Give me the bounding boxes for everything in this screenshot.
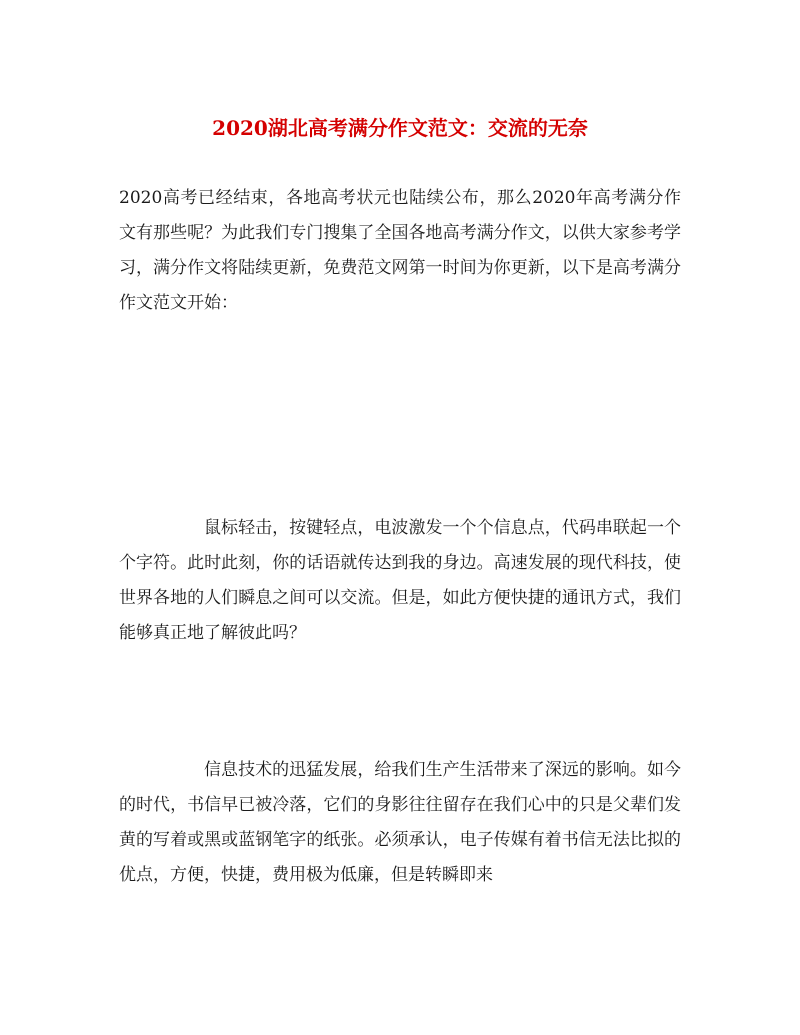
body-paragraph-1: 鼠标轻击，按键轻点，电波激发一个个信息点，代码串联起一个个字符。此时此刻，你的话语就传达到我的身边。高速发展的现代科技，使世界各地的人们瞬息之间可以交流。但是，如此方便快捷的通讯方式，我们能够真正地了解彼此吗？ <box>119 518 681 643</box>
intro-paragraph: 2020高考已经结束，各地高考状元也陆续公布，那么2020年高考满分作文有那些呢？为此我们专门搜集了全国各地高考满分作文，以供大家参考学习，满分作文将陆续更新，免费范文网第一时间为你更新，以下是高考满分作文范文开始： <box>119 188 681 313</box>
body-paragraph-2: 信息技术的迅猛发展，给我们生产生活带来了深远的影响。如今的时代，书信早已被冷落，它们的身影往往留存在我们心中的只是父辈们发黄的写着或黑或蓝钢笔字的纸张。必须承认，电子传媒有着书信无法比拟的优点，方便，快捷，费用极为低廉，但是转瞬即来 <box>119 760 681 885</box>
document-title: 2020湖北高考满分作文范文：交流的无奈 <box>212 116 588 140</box>
